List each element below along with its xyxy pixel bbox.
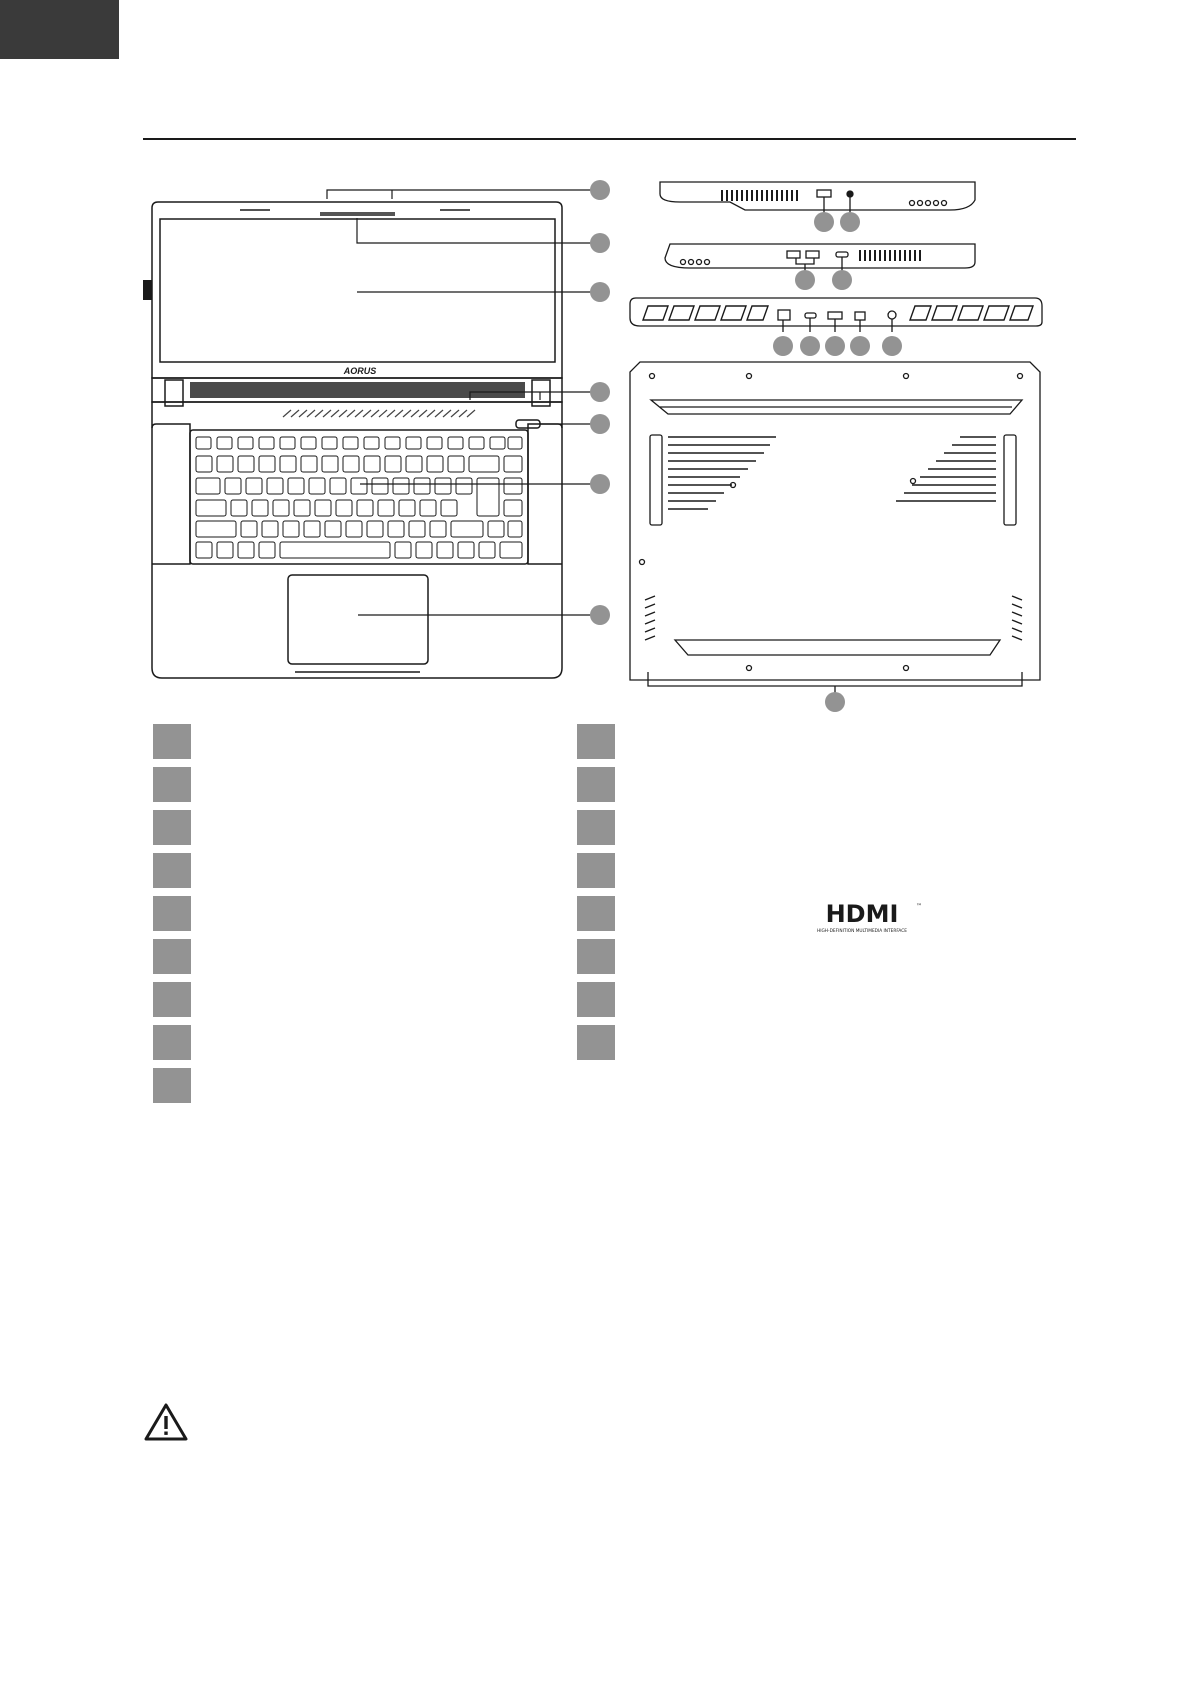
callout-marker-14	[825, 336, 845, 356]
hdmi-logo-tm: ™	[916, 903, 922, 910]
legend-marker-left-5	[153, 896, 191, 931]
callout-marker-17	[825, 692, 845, 712]
callout-marker-15	[850, 336, 870, 356]
hdmi-logo-word: HDMI	[825, 900, 899, 928]
legend-marker-left-8	[153, 1025, 191, 1060]
legend-marker-left-2	[153, 767, 191, 802]
legend-marker-right-4	[577, 853, 615, 888]
bottom-speaker-left	[645, 596, 655, 640]
usb-a-port-left-1	[787, 251, 800, 258]
bottom-vent-lower	[675, 640, 1000, 655]
legend-marker-right-7	[577, 982, 615, 1017]
bottom-view	[630, 362, 1040, 693]
side-vent-bottom-right	[1004, 435, 1016, 525]
callout-marker-10	[795, 270, 815, 290]
warning-triangle-icon	[143, 1402, 189, 1442]
side-view-left	[665, 244, 975, 274]
callout-markers	[590, 180, 902, 712]
mini-displayport	[855, 312, 865, 320]
legend-marker-left-4	[153, 853, 191, 888]
legend-marker-left-9	[153, 1068, 191, 1103]
callout-marker-7	[590, 605, 610, 625]
legend-marker-right-8	[577, 1025, 615, 1060]
callout-marker-3	[590, 282, 610, 302]
callout-marker-13	[800, 336, 820, 356]
legend-marker-right-6	[577, 939, 615, 974]
callout-marker-11	[832, 270, 852, 290]
laptop-diagram	[0, 0, 1191, 720]
bottom-mesh-right	[896, 437, 996, 501]
bottom-mesh-left	[668, 437, 776, 509]
vent-strip	[190, 382, 525, 398]
key-row-2	[196, 456, 522, 472]
callout-marker-12	[773, 336, 793, 356]
hdmi-port	[828, 312, 842, 319]
usb-a-port-left-2	[806, 251, 819, 258]
key-row-5	[196, 521, 522, 537]
legend-marker-left-6	[153, 939, 191, 974]
key-row-4	[196, 500, 522, 516]
rear-vent-right	[910, 306, 1033, 320]
usb-c-port-left	[836, 252, 848, 257]
legend-marker-left-7	[153, 982, 191, 1017]
audio-jack	[847, 191, 853, 197]
palmrest-left-edge	[152, 424, 190, 564]
touchpad	[288, 575, 428, 664]
rear-view	[630, 298, 1042, 332]
callout-marker-6	[590, 474, 610, 494]
webcam-bar	[320, 212, 395, 216]
legend-marker-left-3	[153, 810, 191, 845]
speaker-grille	[283, 410, 475, 417]
hdmi-logo-tagline: HIGH-DEFINITION MULTIMEDIA INTERFACE	[816, 929, 908, 934]
ethernet-port	[778, 310, 790, 320]
rear-vent-left	[643, 306, 768, 320]
legend-marker-right-1	[577, 724, 615, 759]
dc-in-jack	[888, 311, 896, 319]
callout-marker-2	[590, 233, 610, 253]
callout-marker-8	[814, 212, 834, 232]
callout-marker-9	[840, 212, 860, 232]
bottom-speaker-right	[1012, 596, 1022, 640]
legend-marker-right-3	[577, 810, 615, 845]
callout-marker-1	[590, 180, 610, 200]
callout-marker-16	[882, 336, 902, 356]
legend-marker-right-5	[577, 896, 615, 931]
side-vent-left	[860, 250, 920, 261]
legend-marker-left-1	[153, 724, 191, 759]
keyboard-keys	[196, 437, 522, 558]
side-view-right	[660, 182, 975, 214]
key-row-1	[196, 437, 522, 449]
laptop-top-view	[143, 202, 562, 678]
hdmi-logo	[810, 900, 925, 936]
callout-marker-4	[590, 382, 610, 402]
usb-a-port-right	[817, 190, 831, 197]
side-vent-right	[722, 190, 797, 201]
usb-c-port-rear	[805, 313, 816, 318]
legend-marker-right-2	[577, 767, 615, 802]
brand-logo: AORUS	[343, 366, 377, 376]
callout-marker-5	[590, 414, 610, 434]
key-row-6	[196, 542, 522, 558]
side-vent-bottom-left	[650, 435, 662, 525]
